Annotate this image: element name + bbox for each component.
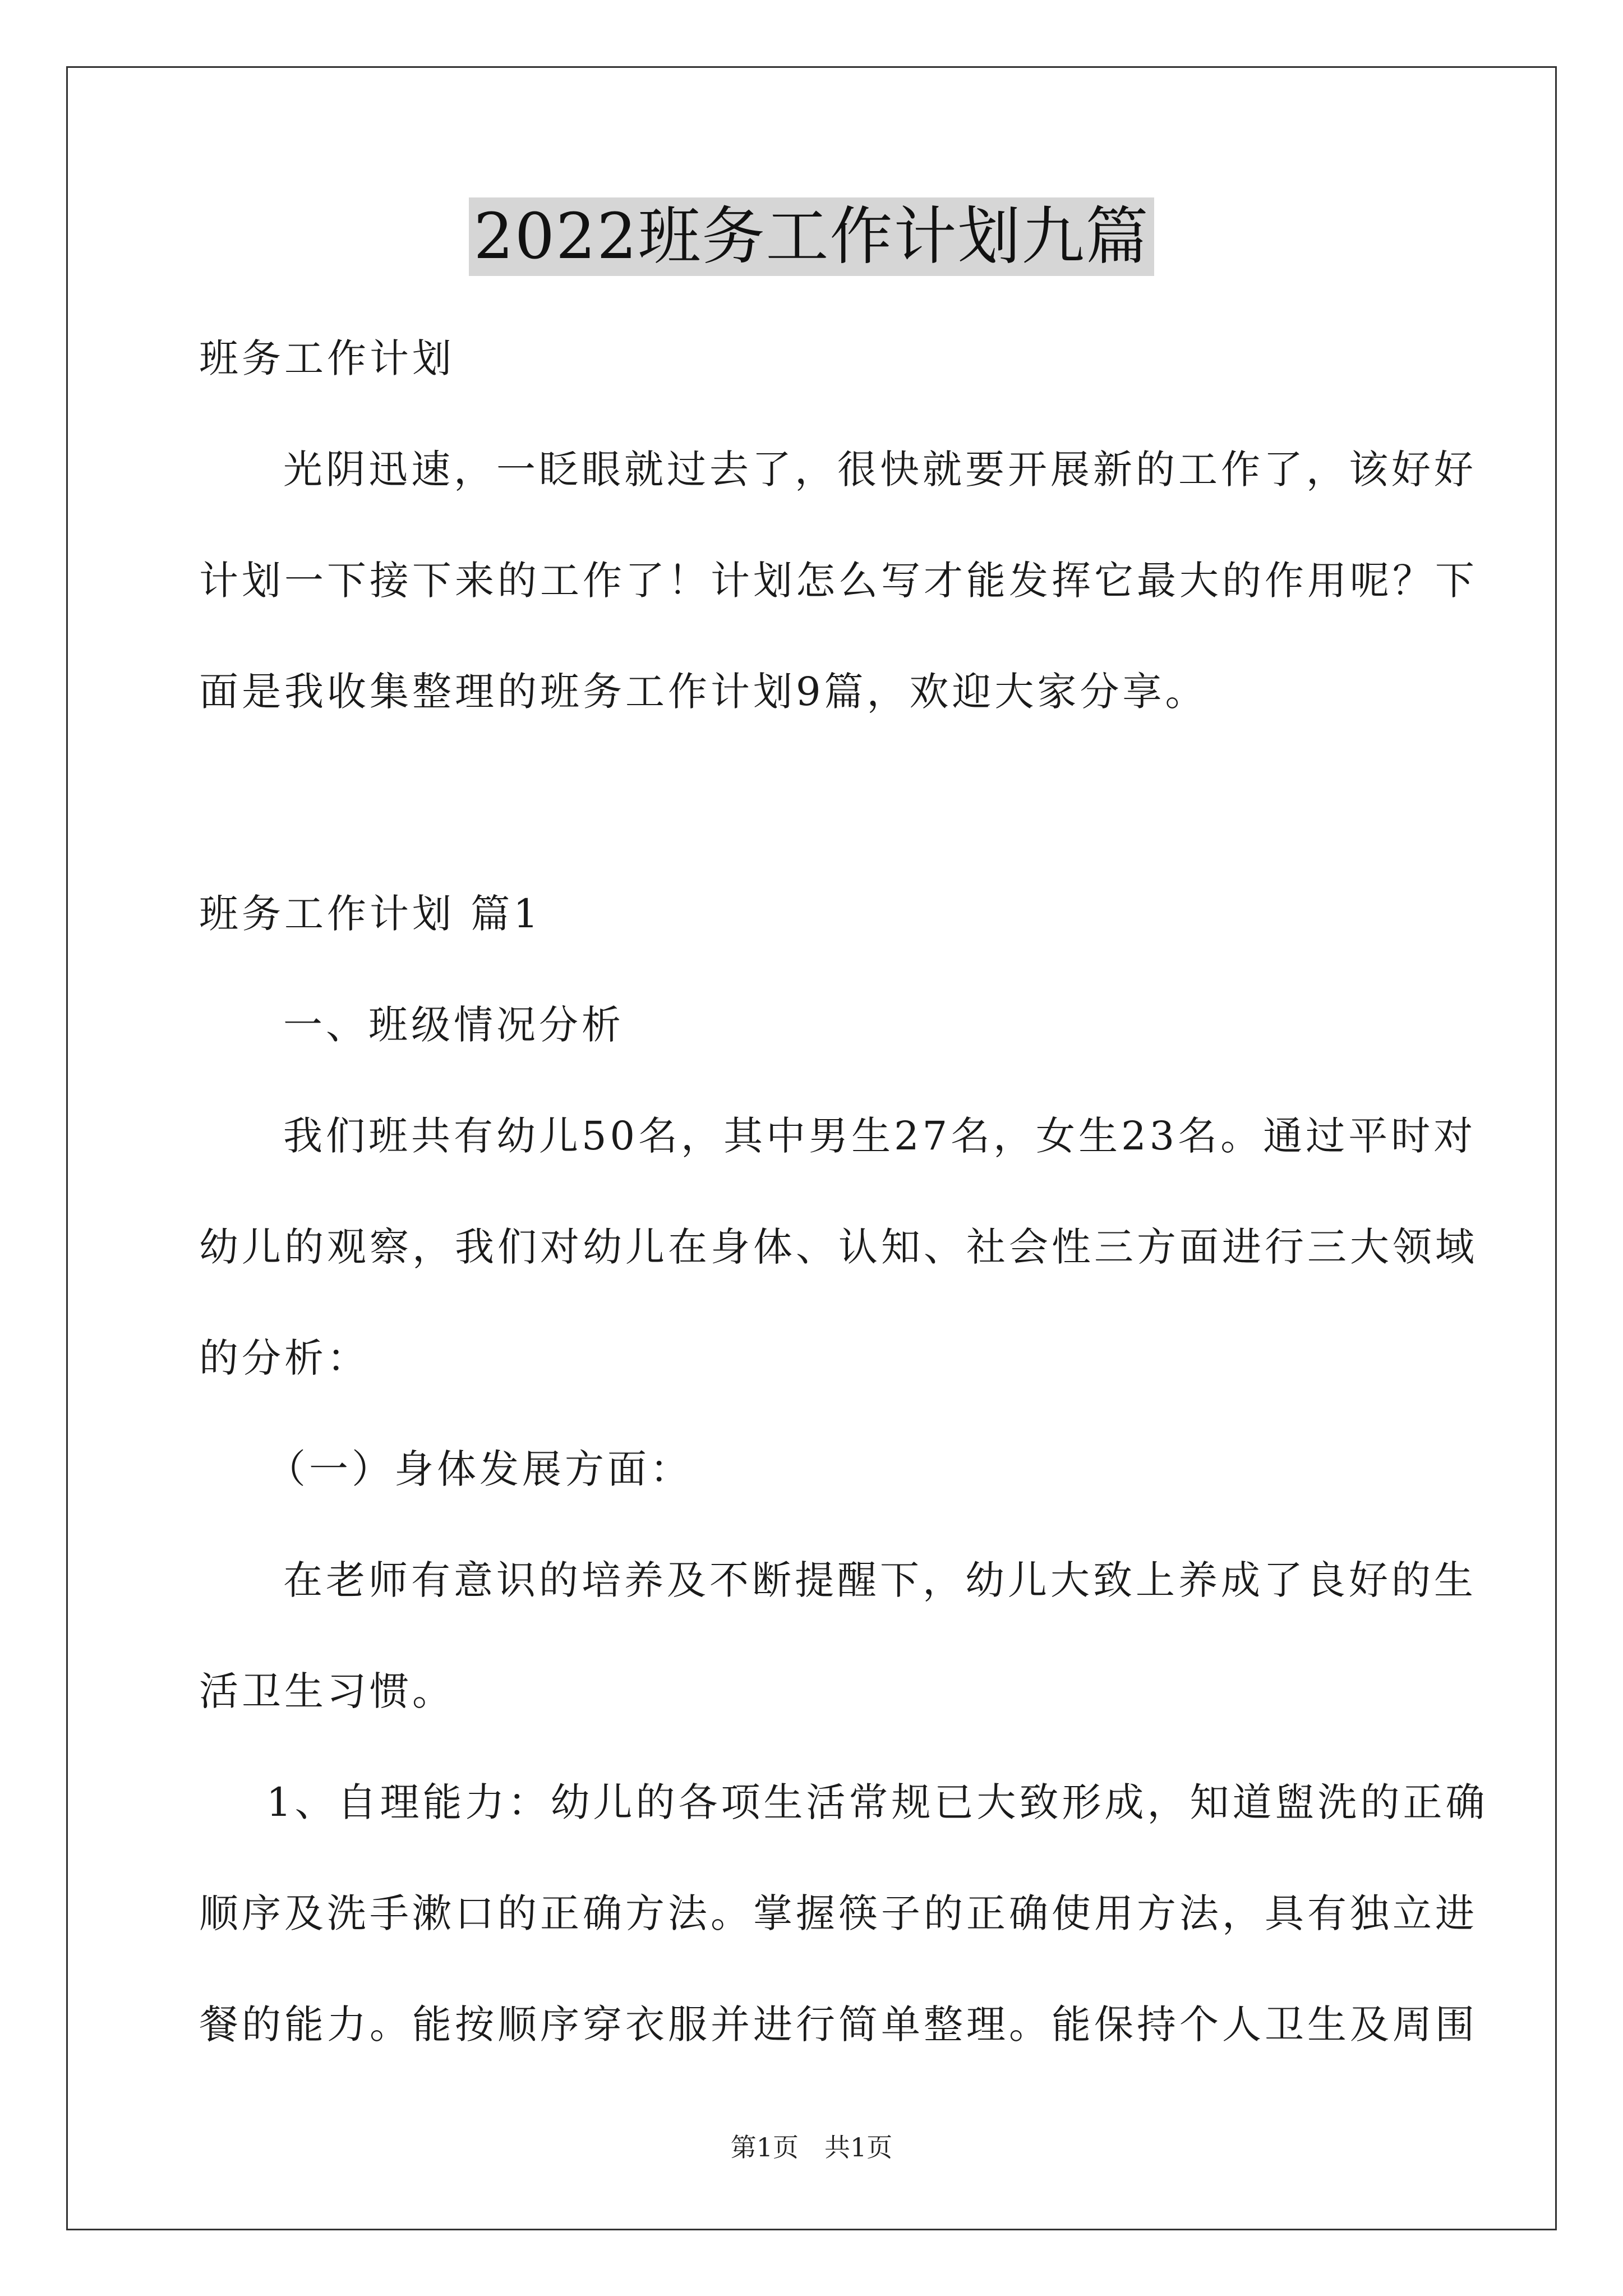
page-number: 第1页 共1页 xyxy=(730,2132,893,2162)
selfcare-line: 餐的能力。能按顺序穿衣服并进行简单整理。能保持个人卫生及周围 xyxy=(199,2001,1478,2047)
subheading-physical-development: （一）身体发展方面： xyxy=(266,1446,693,1492)
body-line: 活卫生习惯。 xyxy=(199,1668,455,1714)
selfcare-line: 1、自理能力：幼儿的各项生活常规已大致形成，知道盥洗的正确 xyxy=(266,1779,1488,1825)
page-footer xyxy=(0,2127,1623,2164)
body-line: 在老师有意识的培养及不断提醒下，幼儿大致上养成了良好的生 xyxy=(283,1557,1477,1603)
spacer xyxy=(199,747,1433,858)
analysis-line: 的分析： xyxy=(199,1335,370,1381)
document-body xyxy=(199,303,1488,2080)
intro-line: 计划一下接下来的工作了！计划怎么写才能发挥它最大的作用呢？下 xyxy=(199,558,1478,604)
analysis-line: 幼儿的观察，我们对幼儿在身体、认知、社会性三方面进行三大领域 xyxy=(199,1224,1478,1270)
title-container xyxy=(0,197,1623,276)
subheading-class-analysis: 一、班级情况分析 xyxy=(283,1002,624,1048)
analysis-line: 我们班共有幼儿50名，其中男生27名，女生23名。通过平时对 xyxy=(283,1113,1477,1159)
selfcare-line: 顺序及洗手漱口的正确方法。掌握筷子的正确使用方法，具有独立进 xyxy=(199,1890,1478,1936)
section-heading: 班务工作计划 篇1 xyxy=(199,891,542,937)
document-title: 2022班务工作计划九篇 xyxy=(469,197,1154,276)
intro-line: 光阴迅速，一眨眼就过去了，很快就要开展新的工作了，该好好 xyxy=(283,447,1477,493)
intro-line: 面是我收集整理的班务工作计划9篇，欢迎大家分享。 xyxy=(199,669,1208,715)
intro-heading: 班务工作计划 xyxy=(199,335,455,381)
